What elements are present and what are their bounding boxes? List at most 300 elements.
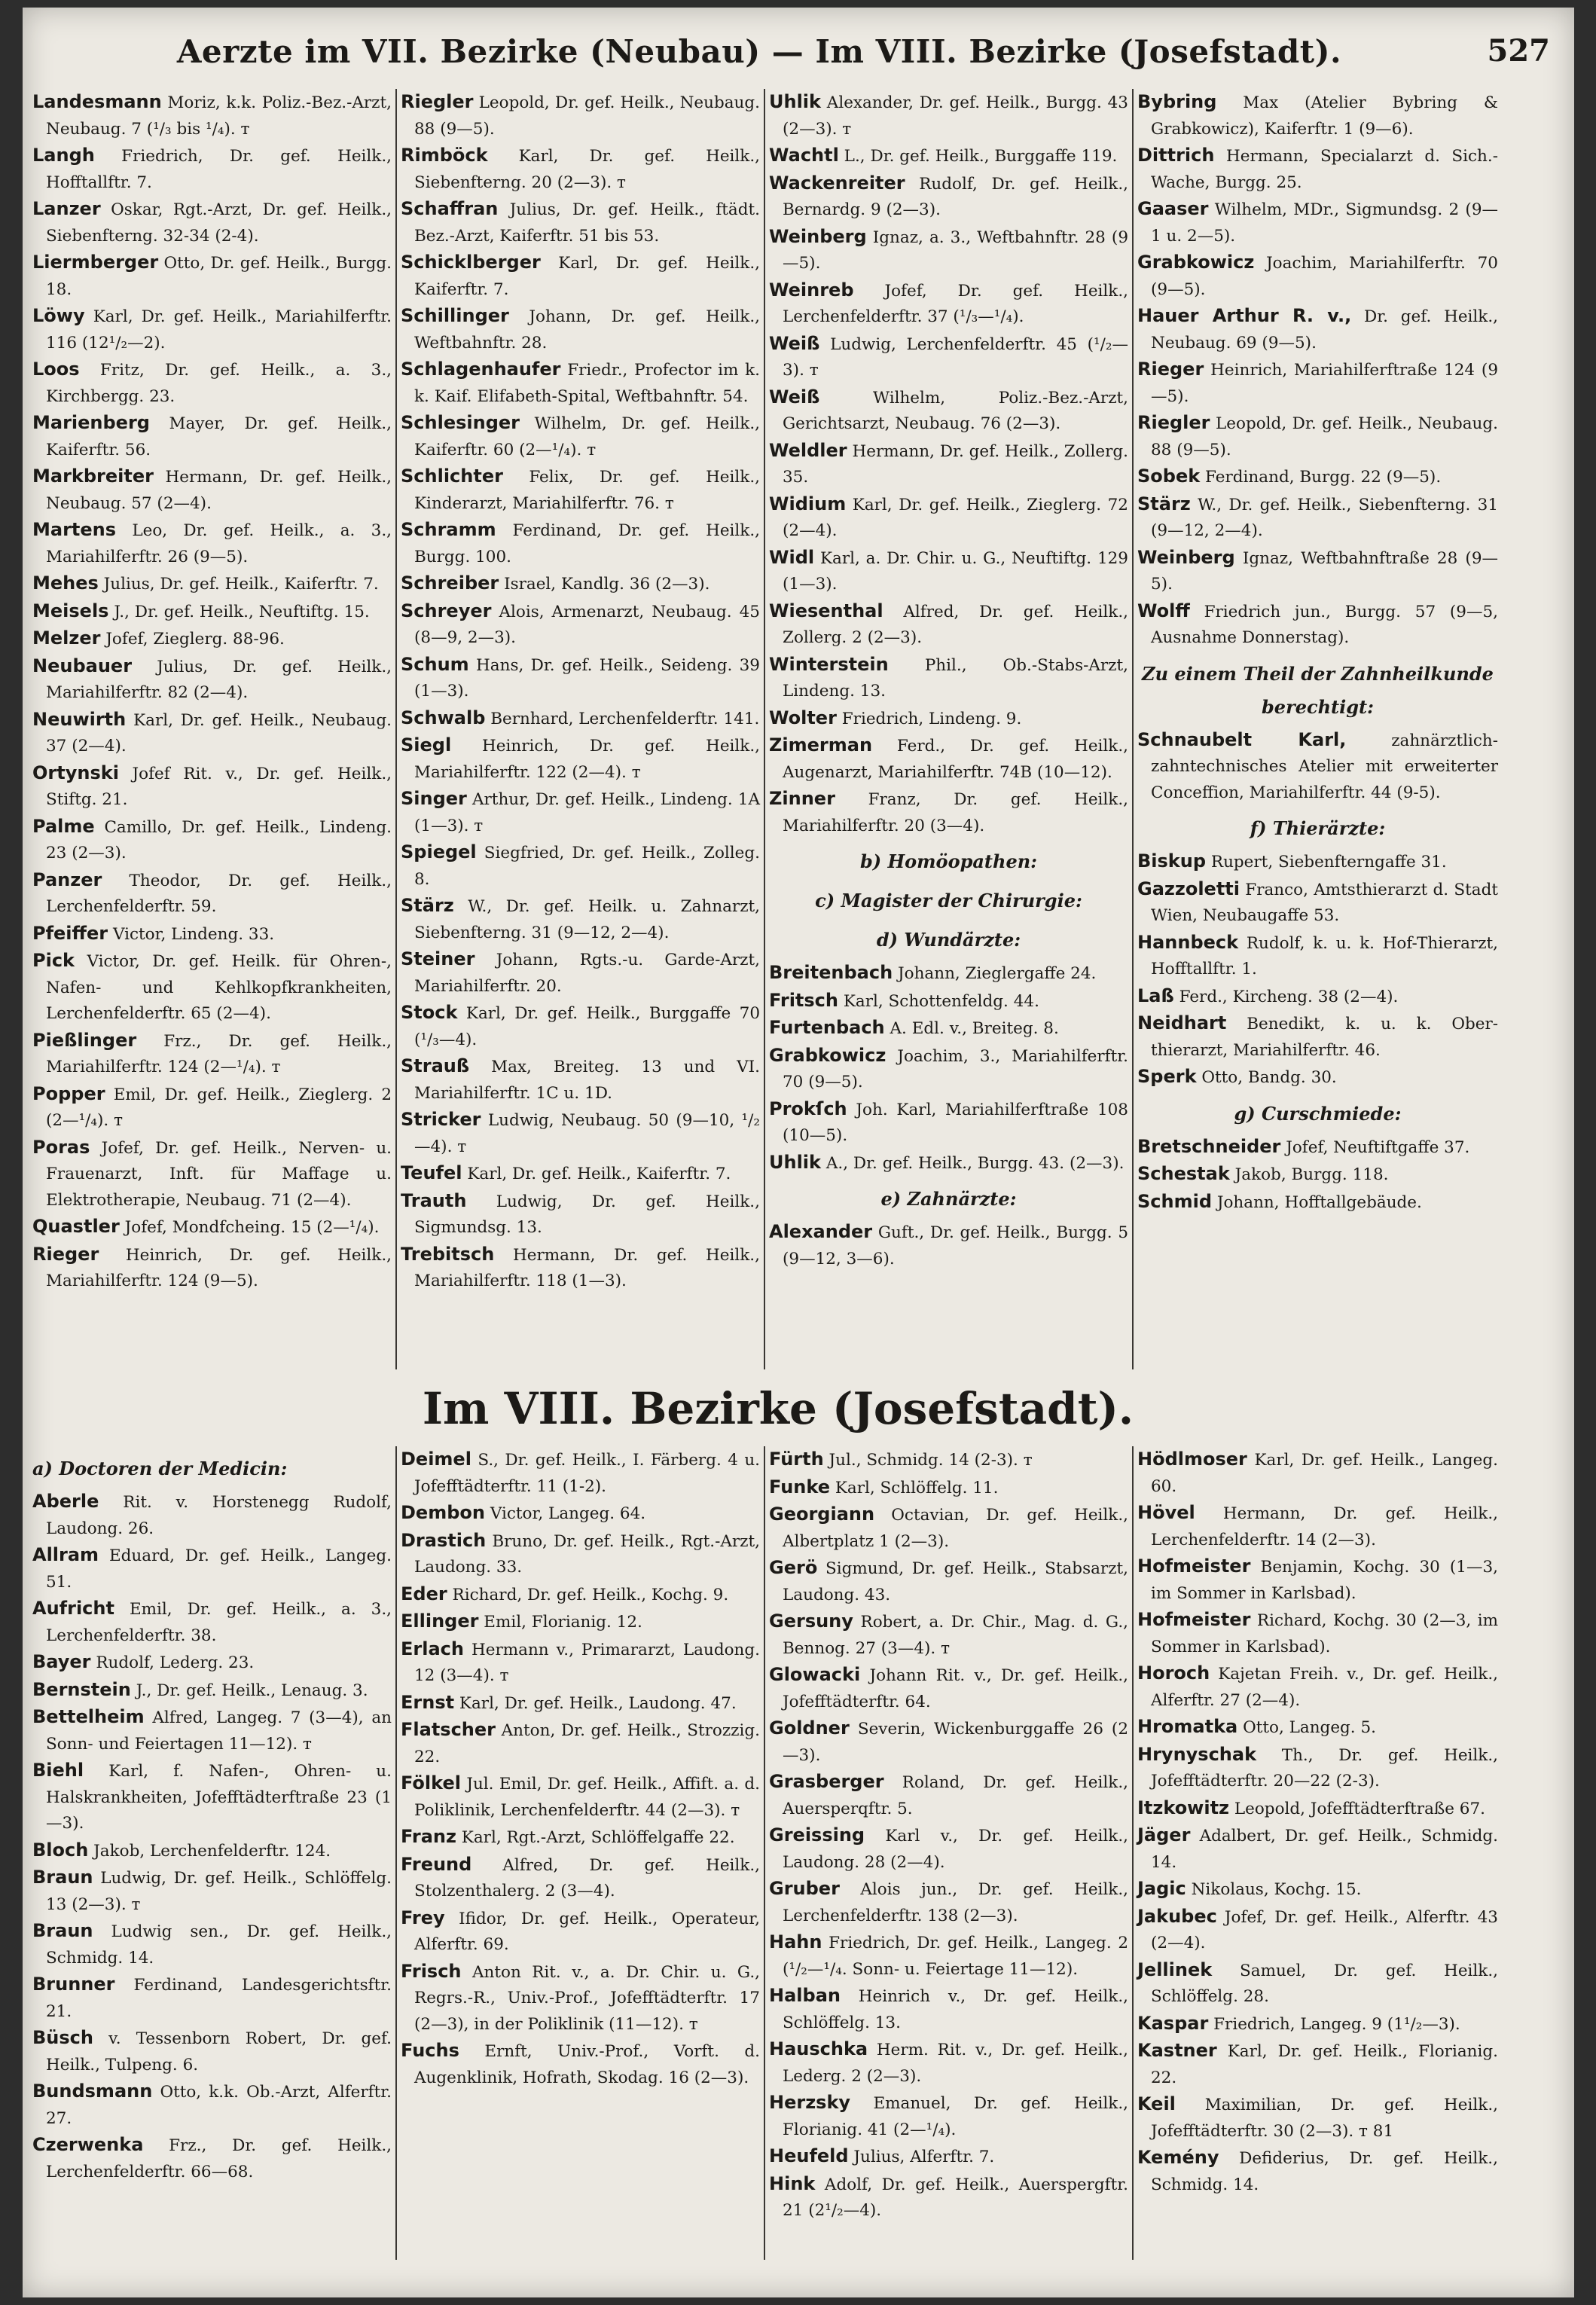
directory-entry xyxy=(1137,89,1498,142)
entry-name: Rieger xyxy=(32,1243,99,1265)
entry-details: Severin, Wickenburggaffe 26 (2—3). xyxy=(783,1720,1128,1765)
entry-details: Wilhelm, Dr. gef. Heilk., Kaiferftr. 60 (2—¹/₄). ᴛ xyxy=(414,414,760,459)
directory-entry xyxy=(769,1096,1128,1149)
directory-entry xyxy=(1137,410,1498,463)
entry-name: Widl xyxy=(769,546,815,568)
entry-details: Anton, Dr. gef. Heilk., Strozzig. 22. xyxy=(414,1721,760,1766)
entry-name: Fuchs xyxy=(401,2040,459,2061)
entry-name: Gerö xyxy=(769,1557,818,1578)
directory-entry xyxy=(32,760,392,814)
entry-name: Bretschneider xyxy=(1137,1135,1281,1157)
entry-name: Schum xyxy=(401,653,469,675)
entry-details: Leo, Dr. gef. Heilk., a. 3., Mariahilferftr. 26 (9—5). xyxy=(46,521,392,566)
entry-name: Bettelheim xyxy=(32,1706,145,1727)
entry-name: Fürth xyxy=(769,1449,824,1470)
section-subheading: b) Homöopathen: xyxy=(859,850,1038,872)
directory-entry xyxy=(1137,1010,1498,1064)
entry-details: Defiderius, Dr. gef. Heilk., Schmidg. 14. xyxy=(1151,2149,1498,2194)
entry-details: Hermann, Dr. gef. Heilk., Neubaug. 57 (2—4). xyxy=(46,468,392,513)
entry-name: Biskup xyxy=(1137,850,1207,872)
entry-name: Hauschka xyxy=(769,2038,868,2059)
directory-entry xyxy=(1137,1161,1498,1189)
entry-name: Hink xyxy=(769,2172,816,2194)
entry-details: Julius, Dr. gef. Heilk., Kaiferftr. 7. xyxy=(103,575,379,594)
column-1 xyxy=(29,89,397,1369)
directory-entry xyxy=(769,1715,1128,1769)
entry-name: Jellinek xyxy=(1137,1958,1213,1980)
entry-name: Marienberg xyxy=(32,412,150,433)
entry-details: Hermann v., Primararzt, Laudong. 12 (3—4). ᴛ xyxy=(414,1640,760,1685)
directory-entry xyxy=(769,1662,1128,1715)
entry-name: Allram xyxy=(32,1544,99,1565)
directory-entry xyxy=(32,1595,392,1649)
entry-name: Halban xyxy=(769,1985,841,2006)
entry-details: Otto, k.k. Ob.-Arzt, Alferftr. 27. xyxy=(46,2083,392,2128)
entry-details: Hans, Dr. gef. Heilk., Seideng. 39 (1—3). xyxy=(414,655,760,701)
entry-name: Ellinger xyxy=(401,1610,479,1632)
entry-details: A. Edl. v., Breiteg. 8. xyxy=(890,1019,1059,1038)
entry-details: Ferd., Dr. gef. Heilk., Augenarzt, Mariahilferftr. 74B (10—12). xyxy=(783,737,1128,782)
entry-details: Alexander, Dr. gef. Heilk., Burgg. 43 (2—3). ᴛ xyxy=(783,93,1128,139)
directory-entry xyxy=(769,1929,1128,1983)
entry-details: Heinrich, Mariahilferftraße 124 (9—5). xyxy=(1151,361,1498,406)
directory-entry xyxy=(769,170,1128,224)
entry-details: Karl, Dr. gef. Heilk., Kaiferftr. 7. xyxy=(467,1165,731,1183)
directory-entry xyxy=(769,1555,1128,1608)
directory-entry xyxy=(401,1717,760,1770)
entry-details: Max (Atelier Bybring & Grabkowicz), Kaiferftr. 1 (9—6). xyxy=(1151,93,1498,139)
entry-details: Moriz, k.k. Poliz.-Bez.-Arzt, Neubaug. 7 (¹/₃ bis ¹/₄). ᴛ xyxy=(46,93,392,139)
entry-name: Freund xyxy=(401,1853,472,1875)
directory-entry xyxy=(401,1500,760,1528)
entry-details: Alois, Armenarzt, Neubaug. 45 (8—9, 2—3). xyxy=(414,602,760,647)
entry-details: Heinrich v., Dr. gef. Heilk., Schlöffelg. 13. xyxy=(783,1987,1128,2032)
directory-entry xyxy=(1137,848,1498,876)
directory-entry xyxy=(32,1214,392,1241)
directory-entry xyxy=(769,1043,1128,1096)
directory-entry xyxy=(401,1770,760,1824)
directory-entry xyxy=(32,196,392,249)
directory-entry xyxy=(1137,1904,1498,1957)
entry-details: Hermann, Dr. gef. Heilk., Lerchenfelderftr. 14 (2—3). xyxy=(1151,1504,1498,1549)
entry-name: Schaffran xyxy=(401,198,499,219)
directory-entry xyxy=(401,1958,760,2038)
entry-name: Riegler xyxy=(401,91,474,112)
entry-details: S., Dr. gef. Heilk., I. Färberg. 4 u. Jofefftädterftr. 11 (1-2). xyxy=(414,1451,760,1496)
directory-entry xyxy=(769,2036,1128,2090)
entry-details: Franco, Amtsthierarzt d. Stadt Wien, Neubaugaffe 53. xyxy=(1151,880,1498,925)
entry-details: Ferdinand, Burgg. 22 (9—5). xyxy=(1205,468,1442,487)
directory-entry xyxy=(1137,1957,1498,2010)
directory-entry xyxy=(32,249,392,303)
entry-name: Weinberg xyxy=(769,225,867,247)
entry-details: Karl, Dr. gef. Heilk., Siebenfterng. 20 (2—3). ᴛ xyxy=(414,147,760,192)
entry-name: Schillinger xyxy=(401,305,509,326)
entry-name: Langh xyxy=(32,145,95,166)
entry-details: Victor, Langeg. 64. xyxy=(490,1504,646,1523)
directory-entry xyxy=(401,196,760,249)
entry-name: Itzkowitz xyxy=(1137,1797,1230,1818)
section-subheading: Zu einem Theil der Zahnheilkunde berechtigt: xyxy=(1142,662,1494,718)
column-3 xyxy=(765,1446,1134,2260)
entry-name: Melzer xyxy=(32,627,101,649)
directory-entry xyxy=(401,1053,760,1107)
column-2 xyxy=(397,89,765,1369)
entry-name: Stock xyxy=(401,1002,458,1023)
directory-entry xyxy=(769,89,1128,142)
entry-name: Ernst xyxy=(401,1691,455,1713)
directory-entry xyxy=(1137,1189,1498,1217)
entry-name: Herzsky xyxy=(769,2092,851,2113)
entry-details: Wilhelm, MDr., Sigmundsg. 2 (9—1 u. 2—5). xyxy=(1151,200,1498,246)
entry-details: Eduard, Dr. gef. Heilk., Langeg. 51. xyxy=(46,1546,392,1592)
directory-entry xyxy=(401,303,760,356)
directory-entry xyxy=(769,224,1128,277)
entry-name: Dittrich xyxy=(1137,145,1215,166)
directory-entry xyxy=(32,625,392,653)
entry-details: Leopold, Dr. gef. Heilk., Neubaug. 88 (9—5). xyxy=(414,93,760,139)
entry-details: Joachim, Mariahilferftr. 70 (9—5). xyxy=(1151,254,1498,299)
entry-name: Bloch xyxy=(32,1839,89,1861)
directory-entry xyxy=(401,732,760,786)
entry-details: Karl, f. Nafen-, Ohren- u. Halskrankheiten, Jofefftädterftraße 23 (1—3). xyxy=(46,1762,392,1833)
entry-details: Emil, Dr. gef. Heilk., Zieglerg. 2 (2—¹/₄). ᴛ xyxy=(46,1085,392,1130)
entry-details: Jofef, Mondfcheing. 15 (2—¹/₄). xyxy=(124,1218,380,1237)
entry-details: Bruno, Dr. gef. Heilk., Rgt.-Arzt, Laudong. 33. xyxy=(414,1531,760,1577)
directory-entry xyxy=(32,1704,392,1757)
entry-name: Laß xyxy=(1137,985,1174,1006)
directory-entry xyxy=(32,410,392,463)
entry-name: Aufricht xyxy=(32,1598,114,1619)
entry-name: Weiß xyxy=(769,386,820,408)
directory-entry xyxy=(401,1107,760,1160)
entry-name: Rimböck xyxy=(401,145,488,166)
entry-name: Stärz xyxy=(401,895,454,916)
directory-entry xyxy=(1137,1714,1498,1742)
entry-name: Hannbeck xyxy=(1137,931,1239,953)
directory-entry xyxy=(32,2025,392,2078)
entry-details: W., Dr. gef. Heilk. u. Zahnarzt, Siebenfterng. 31 (9—12, 2—4). xyxy=(414,897,760,942)
entry-details: Julius, Dr. gef. Heilk., ftädt. Bez.-Arzt, Kaiferftr. 51 bis 53. xyxy=(414,200,760,246)
entry-name: Erlach xyxy=(401,1638,464,1659)
entry-name: Trebitsch xyxy=(401,1243,495,1265)
entry-details: Victor, Lindeng. 33. xyxy=(112,924,275,944)
directory-entry xyxy=(401,410,760,463)
entry-name: Rieger xyxy=(1137,359,1204,380)
entry-name: Schicklberger xyxy=(401,252,541,273)
directory-entry xyxy=(769,491,1128,545)
directory-entry xyxy=(769,1015,1128,1043)
entry-details: Hermann, Dr. gef. Heilk., Mariahilferftr. 118 (1—3). xyxy=(414,1245,760,1290)
directory-entry xyxy=(401,839,760,893)
entry-name: Poras xyxy=(32,1136,90,1158)
directory-entry xyxy=(769,598,1128,652)
directory-entry xyxy=(32,142,392,196)
entry-name: Greissing xyxy=(769,1824,865,1846)
entry-details: Joh. Karl, Mariahilferftraße 108 (10—5). xyxy=(783,1100,1128,1145)
entry-details: Karl, Dr. gef. Heilk., Laudong. 47. xyxy=(459,1693,737,1713)
entry-details: Jakob, Burgg. 118. xyxy=(1234,1165,1389,1184)
entry-name: Schnaubelt Karl, xyxy=(1137,728,1347,750)
directory-entry xyxy=(401,1824,760,1852)
entry-name: Jakubec xyxy=(1137,1905,1217,1927)
entry-details: Jul. Emil, Dr. gef. Heilk., Affift. a. d. Poliklinik, Lerchenfelderftr. 44 (2—3). ᴛ xyxy=(414,1775,760,1820)
entry-name: Bayer xyxy=(32,1651,91,1672)
entry-details: Frz., Dr. gef. Heilk., Mariahilferftr. 124 (2—¹/₄). ᴛ xyxy=(46,1031,392,1076)
entry-details: J., Dr. gef. Heilk., Neuftiftg. 15. xyxy=(114,602,370,621)
directory-entry xyxy=(401,652,760,705)
entry-details: Frz., Dr. gef. Heilk., Lerchenfelderftr. 66—68. xyxy=(46,2136,392,2181)
entry-details: J., Dr. gef. Heilk., Lenaug. 3. xyxy=(136,1681,368,1700)
column-3 xyxy=(765,89,1134,1369)
entry-name: Grasberger xyxy=(769,1771,884,1792)
entry-details: Fritz, Dr. gef. Heilk., a. 3., Kirchbergg. 23. xyxy=(46,361,392,406)
entry-details: Felix, Dr. gef. Heilk., Kinderarzt, Mariahilferftr. 76. ᴛ xyxy=(414,468,760,513)
entry-name: Hofmeister xyxy=(1137,1609,1251,1630)
entry-name: Markbreiter xyxy=(32,466,154,487)
entry-name: Bernstein xyxy=(32,1678,131,1700)
entry-details: Karl, Dr. gef. Heilk., Florianig. 22. xyxy=(1151,2042,1498,2087)
directory-entry xyxy=(769,988,1128,1015)
directory-entry xyxy=(1137,2010,1498,2038)
directory-entry xyxy=(401,1905,760,1958)
entry-details: L., Dr. gef. Heilk., Burggaffe 119. xyxy=(844,147,1118,166)
entry-name: Stricker xyxy=(401,1109,481,1130)
entry-details: Karl, Dr. gef. Heilk., Mariahilferftr. 116 (12¹/₂—2). xyxy=(46,307,392,353)
entry-name: Steiner xyxy=(401,948,475,969)
entry-details: Otto, Langeg. 5. xyxy=(1243,1718,1376,1737)
section-subheading: c) Magister der Chirurgie: xyxy=(815,890,1082,911)
directory-entry xyxy=(1137,2091,1498,2145)
entry-name: Gazzoletti xyxy=(1137,878,1240,899)
directory-entry xyxy=(401,249,760,303)
entry-details: Johann, Zieglergaffe 24. xyxy=(898,964,1097,983)
entry-name: Wolff xyxy=(1137,600,1190,621)
directory-entry xyxy=(1137,983,1498,1011)
entry-name: Winterstein xyxy=(769,653,889,675)
entry-name: Uhlik xyxy=(769,91,821,112)
directory-entry xyxy=(1137,463,1498,491)
entry-details: Emil, Dr. gef. Heilk., a. 3., Lerchenfelderftr. 38. xyxy=(46,1600,392,1645)
upper-section-columns xyxy=(29,89,1527,1369)
directory-entry xyxy=(1137,1064,1498,1091)
entry-details: Franz, Dr. gef. Heilk., Mariahilferftr. 20 (3—4). xyxy=(783,790,1128,835)
entry-name: Pick xyxy=(32,950,75,971)
directory-entry xyxy=(401,893,760,946)
directory-entry xyxy=(401,356,760,410)
entry-details: Julius, Dr. gef. Heilk., Mariahilferftr. 82 (2—4). xyxy=(46,657,392,702)
entry-details: Johann, Rgts.-u. Garde-Arzt, Mariahilferftr. 20. xyxy=(414,951,760,996)
directory-entry xyxy=(32,1918,392,1971)
directory-entry xyxy=(401,1188,760,1241)
directory-entry xyxy=(1137,1500,1498,1553)
entry-name: Schramm xyxy=(401,519,496,540)
directory-entry xyxy=(1137,2145,1498,2198)
entry-details: Samuel, Dr. gef. Heilk., Schlöffelg. 28. xyxy=(1151,1961,1499,2006)
entry-details: Karl, Dr. gef. Heilk., Neubaug. 37 (2—4). xyxy=(46,710,392,756)
entry-details: Rit. v. Horstenegg Rudolf, Laudong. 26. xyxy=(46,1493,392,1538)
directory-entry xyxy=(1137,1446,1498,1500)
entry-name: Funke xyxy=(769,1476,830,1497)
entry-details: Karl, Dr. gef. Heilk., Zieglerg. 72 (2—4). xyxy=(783,495,1128,540)
entry-name: Keil xyxy=(1137,2093,1176,2114)
entry-details: Victor, Dr. gef. Heilk. für Ohren-, Nafen- und Kehlkopfkrankheiten, Lerchenfelderftr. 65 (2—4). xyxy=(46,952,392,1023)
directory-entry xyxy=(1137,1660,1498,1714)
directory-entry xyxy=(769,652,1128,705)
directory-entry xyxy=(401,786,760,839)
entry-name: Uhlik xyxy=(769,1151,821,1173)
directory-entry xyxy=(769,1769,1128,1822)
entry-name: Hromatka xyxy=(1137,1716,1238,1737)
entry-details: Otto, Dr. gef. Heilk., Burgg. 18. xyxy=(46,254,392,299)
entry-name: Gruber xyxy=(769,1878,840,1899)
entry-name: Panzer xyxy=(32,869,102,890)
directory-entry xyxy=(1137,876,1498,930)
entry-name: Schreyer xyxy=(401,600,492,621)
directory-entry xyxy=(1137,1607,1498,1660)
entry-details: Sigmund, Dr. gef. Heilk., Stabsarzt, Laudong. 43. xyxy=(783,1559,1128,1604)
directory-entry xyxy=(769,331,1128,384)
entry-details: Ferd., Kircheng. 38 (2—4). xyxy=(1179,987,1399,1006)
entry-name: Wolter xyxy=(769,707,837,728)
directory-entry xyxy=(769,1501,1128,1555)
entry-details: Alfred, Dr. gef. Heilk., Zollerg. 2 (2—3). xyxy=(783,602,1128,647)
directory-entry xyxy=(32,653,392,707)
entry-name: Frisch xyxy=(401,1960,462,1982)
entry-name: Weldler xyxy=(769,439,847,461)
entry-details: Karl, Dr. gef. Heilk., Kaiferftr. 7. xyxy=(414,254,760,299)
directory-entry xyxy=(401,1241,760,1295)
entry-name: Horoch xyxy=(1137,1662,1210,1684)
entry-name: Kemény xyxy=(1137,2147,1219,2168)
entry-details: Alfred, Langeg. 7 (3—4), an Sonn- und Feiertagen 11—12). ᴛ xyxy=(46,1708,392,1754)
entry-details: Ignaz, Weftbahnftraße 28 (9—5). xyxy=(1151,548,1498,594)
section-subheading: e) Zahnärzte: xyxy=(880,1188,1017,1210)
entry-name: Hauer Arthur R. v., xyxy=(1137,305,1352,326)
entry-details: Jofef, Dr. gef. Heilk., Nerven- u. Frauenarzt, Inft. für Maffage u. Elektrotherapie, Neubaug. 71 (2—4). xyxy=(46,1138,392,1210)
entry-details: Adolf, Dr. gef. Heilk., Auerspergftr. 21 (2¹/₂—4). xyxy=(783,2175,1128,2220)
entry-name: Popper xyxy=(32,1082,105,1104)
directory-entry xyxy=(32,948,392,1027)
directory-entry xyxy=(32,814,392,867)
directory-entry xyxy=(32,1241,392,1295)
entry-name: Schlagenhaufer xyxy=(401,359,561,380)
entry-name: Schwalb xyxy=(401,707,486,728)
entry-details: Rupert, Siebenfterngaffe 31. xyxy=(1210,853,1447,872)
directory-entry xyxy=(769,1608,1128,1662)
entry-details: Octavian, Dr. gef. Heilk., Albertplatz 1 (2—3). xyxy=(783,1506,1128,1551)
directory-entry xyxy=(1137,1742,1498,1795)
directory-entry xyxy=(32,356,392,410)
entry-details: Camillo, Dr. gef. Heilk., Lindeng. 23 (2—3). xyxy=(46,817,392,862)
directory-entry xyxy=(1137,1553,1498,1607)
entry-details: Ernft, Univ.-Prof., Vorft. d. Augenklinik, Hofrath, Skodag. 16 (2—3). xyxy=(414,2042,760,2087)
entry-details: Karl, Schlöffelg. 11. xyxy=(835,1478,999,1497)
section-subheading: d) Wundärzte: xyxy=(876,929,1021,951)
entry-name: Gersuny xyxy=(769,1610,853,1632)
entry-name: Schestak xyxy=(1137,1163,1230,1184)
entry-name: Neuwirth xyxy=(32,708,127,730)
directory-entry xyxy=(769,2171,1128,2224)
entry-name: Büsch xyxy=(32,2027,93,2048)
entry-name: Frey xyxy=(401,1907,445,1928)
entry-name: Strauß xyxy=(401,1055,470,1076)
entry-details: Bernhard, Lerchenfelderftr. 141. xyxy=(490,709,760,728)
directory-entry xyxy=(32,2078,392,2132)
directory-entry xyxy=(1137,598,1498,652)
directory-entry xyxy=(1137,142,1498,196)
directory-entry xyxy=(1137,1795,1498,1823)
directory-entry xyxy=(769,2090,1128,2143)
directory-entry xyxy=(32,1971,392,2025)
entry-name: Sobek xyxy=(1137,466,1201,487)
entry-name: Lanzer xyxy=(32,198,101,219)
directory-entry xyxy=(1137,303,1498,356)
entry-name: Hahn xyxy=(769,1931,822,1952)
directory-entry xyxy=(401,705,760,733)
directory-entry xyxy=(769,2143,1128,2171)
directory-entry xyxy=(401,598,760,652)
entry-details: Richard, Kochg. 30 (2—3, im Sommer in Karlsbad). xyxy=(1151,1611,1498,1656)
directory-entry xyxy=(769,732,1128,786)
entry-details: Friedrich, Dr. gef. Heilk., Langeg. 2 (¹/₂—¹/₄. Sonn- u. Feiertage 11—12). xyxy=(783,1934,1128,1979)
entry-details: Friedrich jun., Burgg. 57 (9—5, Ausnahme Donnerstag). xyxy=(1151,602,1498,647)
entry-name: Deimel xyxy=(401,1449,471,1470)
entry-name: Flatscher xyxy=(401,1719,496,1740)
directory-entry xyxy=(401,1000,760,1053)
directory-entry xyxy=(32,1488,392,1542)
directory-entry xyxy=(401,89,760,142)
directory-entry xyxy=(401,463,760,517)
entry-details: Johann, Dr. gef. Heilk., Weftbahnftr. 28. xyxy=(414,307,760,353)
entry-name: Teufel xyxy=(401,1162,462,1183)
entry-details: Theodor, Dr. gef. Heilk., Lerchenfelderftr. 59. xyxy=(46,871,392,916)
entry-name: Wachtl xyxy=(769,145,839,166)
directory-entry xyxy=(1137,491,1498,545)
entry-name: Fritsch xyxy=(769,989,838,1011)
entry-name: Hödlmoser xyxy=(1137,1449,1247,1470)
entry-name: Brunner xyxy=(32,1974,115,1995)
directory-entry xyxy=(769,1149,1128,1177)
entry-name: Sperk xyxy=(1137,1066,1197,1087)
entry-name: Martens xyxy=(32,519,117,540)
directory-entry xyxy=(401,517,760,570)
entry-name: Breitenbach xyxy=(769,962,893,983)
page-number: 527 xyxy=(1487,33,1550,69)
directory-entry xyxy=(1137,727,1498,807)
directory-entry xyxy=(401,1528,760,1581)
entry-details: Karl v., Dr. gef. Heilk., Laudong. 28 (2—4). xyxy=(783,1827,1128,1872)
entry-details: Richard, Dr. gef. Heilk., Kochg. 9. xyxy=(452,1585,729,1604)
entry-details: Ignaz, a. 3., Weftbahnftr. 28 (9—5). xyxy=(783,227,1128,273)
entry-details: Johann, Hofftallgebäude. xyxy=(1216,1192,1422,1212)
entry-name: Bybring xyxy=(1137,91,1217,112)
directory-entry xyxy=(1137,545,1498,598)
directory-entry xyxy=(769,1219,1128,1272)
entry-name: Aberle xyxy=(32,1491,99,1512)
entry-name: Wiesenthal xyxy=(769,600,883,621)
entry-details: Jofef, Zieglerg. 88-96. xyxy=(105,630,285,649)
directory-entry xyxy=(401,2038,760,2091)
entry-details: Roland, Dr. gef. Heilk., Auersperqftr. 5. xyxy=(783,1773,1128,1818)
entry-name: Riegler xyxy=(1137,412,1210,433)
entry-name: Wackenreiter xyxy=(769,172,905,194)
directory-entry xyxy=(32,1134,392,1214)
entry-name: Siegl xyxy=(401,734,452,756)
directory-entry xyxy=(32,1649,392,1677)
entry-name: Glowacki xyxy=(769,1664,861,1685)
entry-name: Alexander xyxy=(769,1221,873,1242)
